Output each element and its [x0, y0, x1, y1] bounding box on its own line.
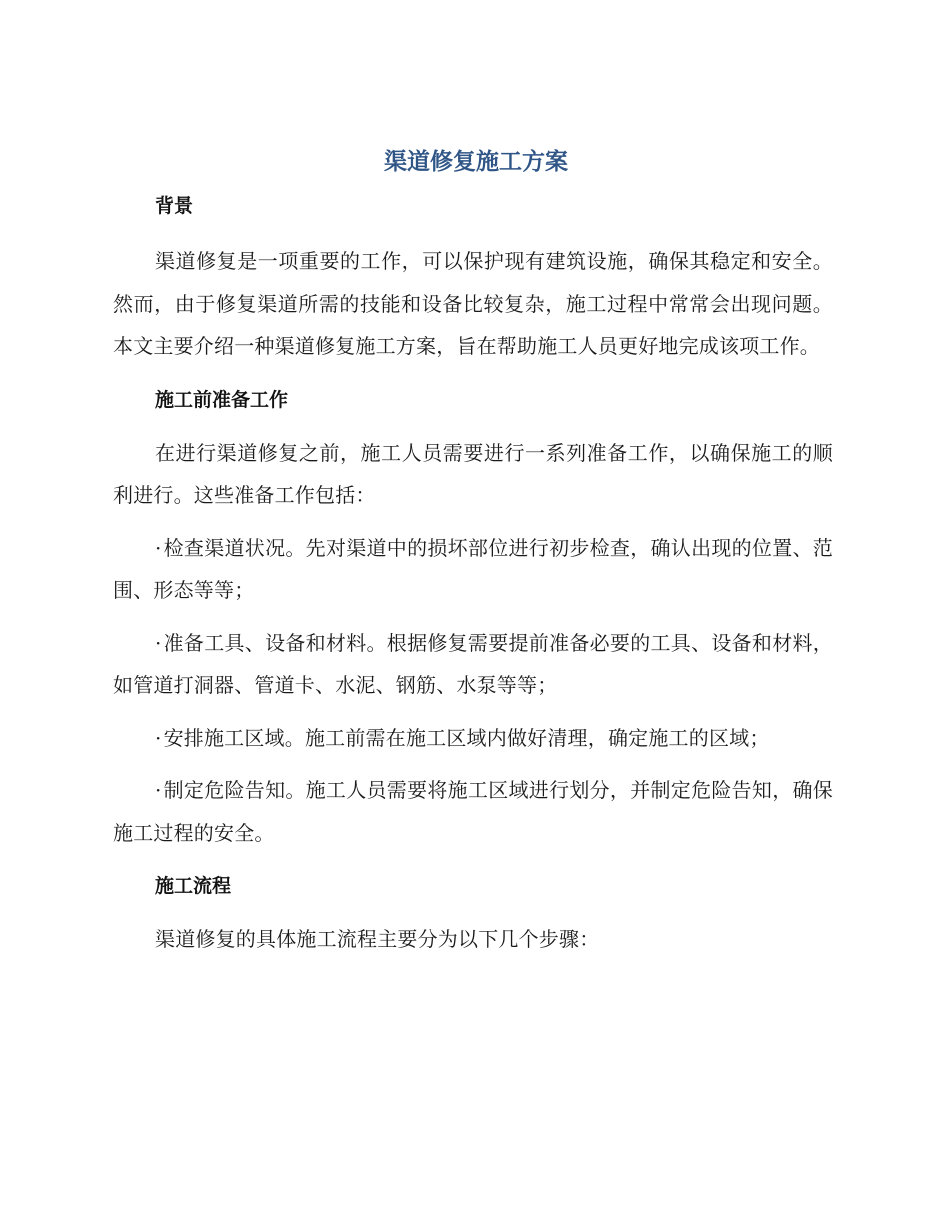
- bullet-item-text: 制定危险告知。施工人员需要将施工区域进行划分，并制定危险告知，确保施工过程的安全。: [113, 778, 833, 845]
- bullet-symbol: ·: [155, 535, 162, 560]
- bullet-item-text: 准备工具、设备和材料。根据修复需要提前准备必要的工具、设备和材料，如管道打洞器、管道卡、水泥、钢筋、水泵等等；: [113, 630, 833, 697]
- bullet-item-text: 安排施工区域。施工前需在施工区域内做好清理，确定施工的区域；: [163, 725, 770, 750]
- bullet-item: [113, 769, 833, 854]
- preparation-intro-paragraph: 在进行渠道修复之前，施工人员需要进行一系列准备工作，以确保施工的顺利进行。这些准备工作包括：: [113, 440, 833, 507]
- bullet-item: [113, 527, 833, 612]
- bullet-symbol: ·: [155, 725, 162, 750]
- bullet-symbol: ·: [155, 630, 162, 655]
- background-paragraph: 渠道修复是一项重要的工作，可以保护现有建筑设施，确保其稳定和安全。然而，由于修复渠道所需的技能和设备比较复杂，施工过程中常常会出现问题。本文主要介绍一种渠道修复施工方案，旨在帮助施工人员更好地完成该项工作。: [113, 249, 833, 358]
- section-heading-preparation: 施工前准备工作: [155, 388, 289, 411]
- bullet-item-text: 检查渠道状况。先对渠道中的损坏部位进行初步检查，确认出现的位置、范围、形态等等；: [113, 535, 833, 602]
- document-body: [113, 140, 833, 961]
- section-heading-process: 施工流程: [155, 875, 232, 897]
- document-title: 渠道修复施工方案: [384, 149, 568, 175]
- bullet-item: [113, 622, 833, 707]
- section-heading-background: 背景: [155, 195, 194, 217]
- bullet-item: [113, 717, 833, 760]
- bullet-symbol: ·: [155, 778, 162, 802]
- process-intro-paragraph: 渠道修复的具体施工流程主要分为以下几个步骤：: [155, 927, 600, 951]
